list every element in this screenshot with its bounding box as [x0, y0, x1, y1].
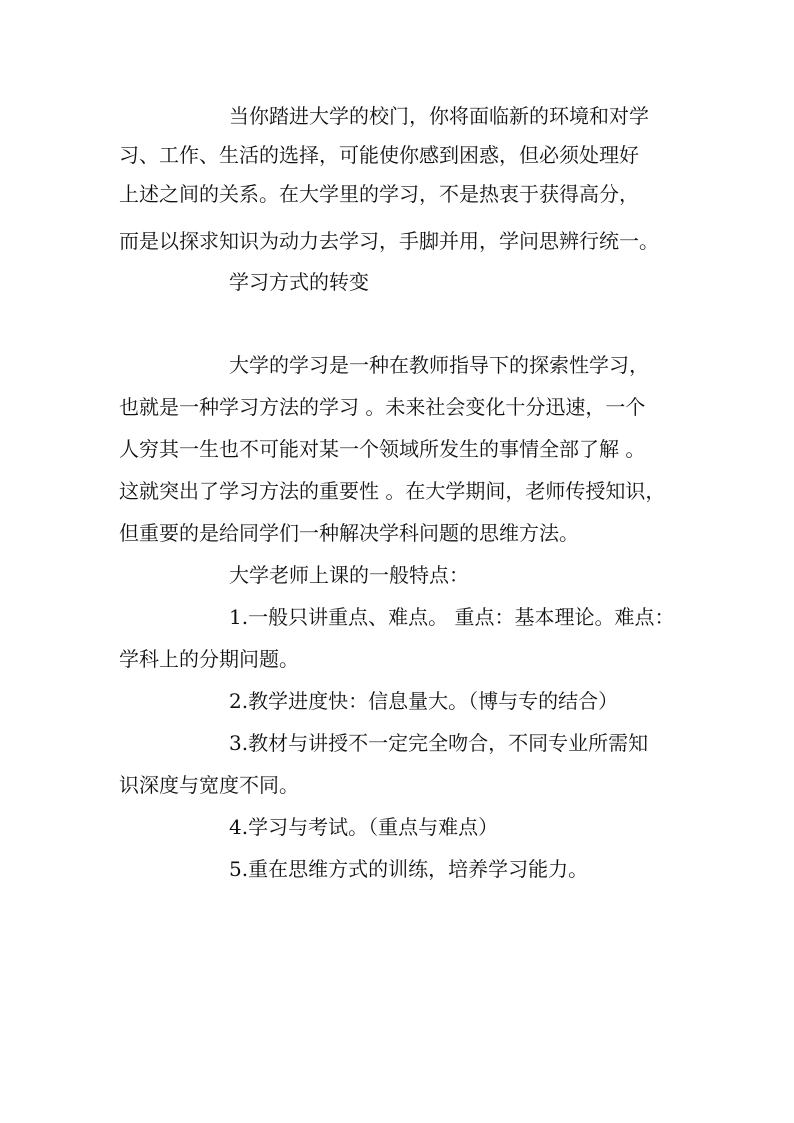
- intro-line-3: 上述之间的关系。在大学里的学习，不是热衷于获得高分，: [119, 182, 639, 206]
- intro-line-1: 当你踏进大学的校门，你将面临新的环境和对学: [229, 104, 649, 128]
- intro-line-2: 习、工作、生活的选择，可能使你感到困惑，但必须处理好: [119, 143, 639, 167]
- list-item-3-continued: 识深度与宽度不同。: [119, 773, 299, 797]
- section-heading: 学习方式的转变: [229, 270, 369, 294]
- list-heading: 大学老师上课的一般特点：: [229, 563, 469, 587]
- body-line-5: 但重要的是给同学们一种解决学科问题的思维方法。: [119, 521, 579, 545]
- list-item-3: 3.教材与讲授不一定完全吻合，不同专业所需知: [229, 731, 649, 755]
- list-item-1-continued: 学科上的分期问题。: [119, 647, 299, 671]
- list-item-4: 4.学习与考试。（重点与难点）: [229, 815, 499, 839]
- list-item-5: 5.重在思维方式的训练，培养学习能力。: [229, 857, 589, 881]
- body-line-3: 人穷其一生也不可能对某一个领域所发生的事情全部了解 。: [119, 437, 646, 461]
- list-item-2: 2.教学进度快：信息量大。（博与专的结合）: [229, 689, 619, 713]
- body-line-1: 大学的学习是一种在教师指导下的探索性学习，: [229, 353, 649, 377]
- body-line-4: 这就突出了学习方法的重要性 。在大学期间，老师传授知识，: [119, 479, 666, 503]
- body-line-2: 也就是一种学习方法的学习 。未来社会变化十分迅速，一个: [119, 395, 646, 419]
- intro-line-4: 而是以探求知识为动力去学习，手脚并用，学问思辨行统一。: [119, 229, 659, 253]
- list-item-1: 1.一般只讲重点、难点。 重点：基本理论。难点：: [229, 605, 675, 629]
